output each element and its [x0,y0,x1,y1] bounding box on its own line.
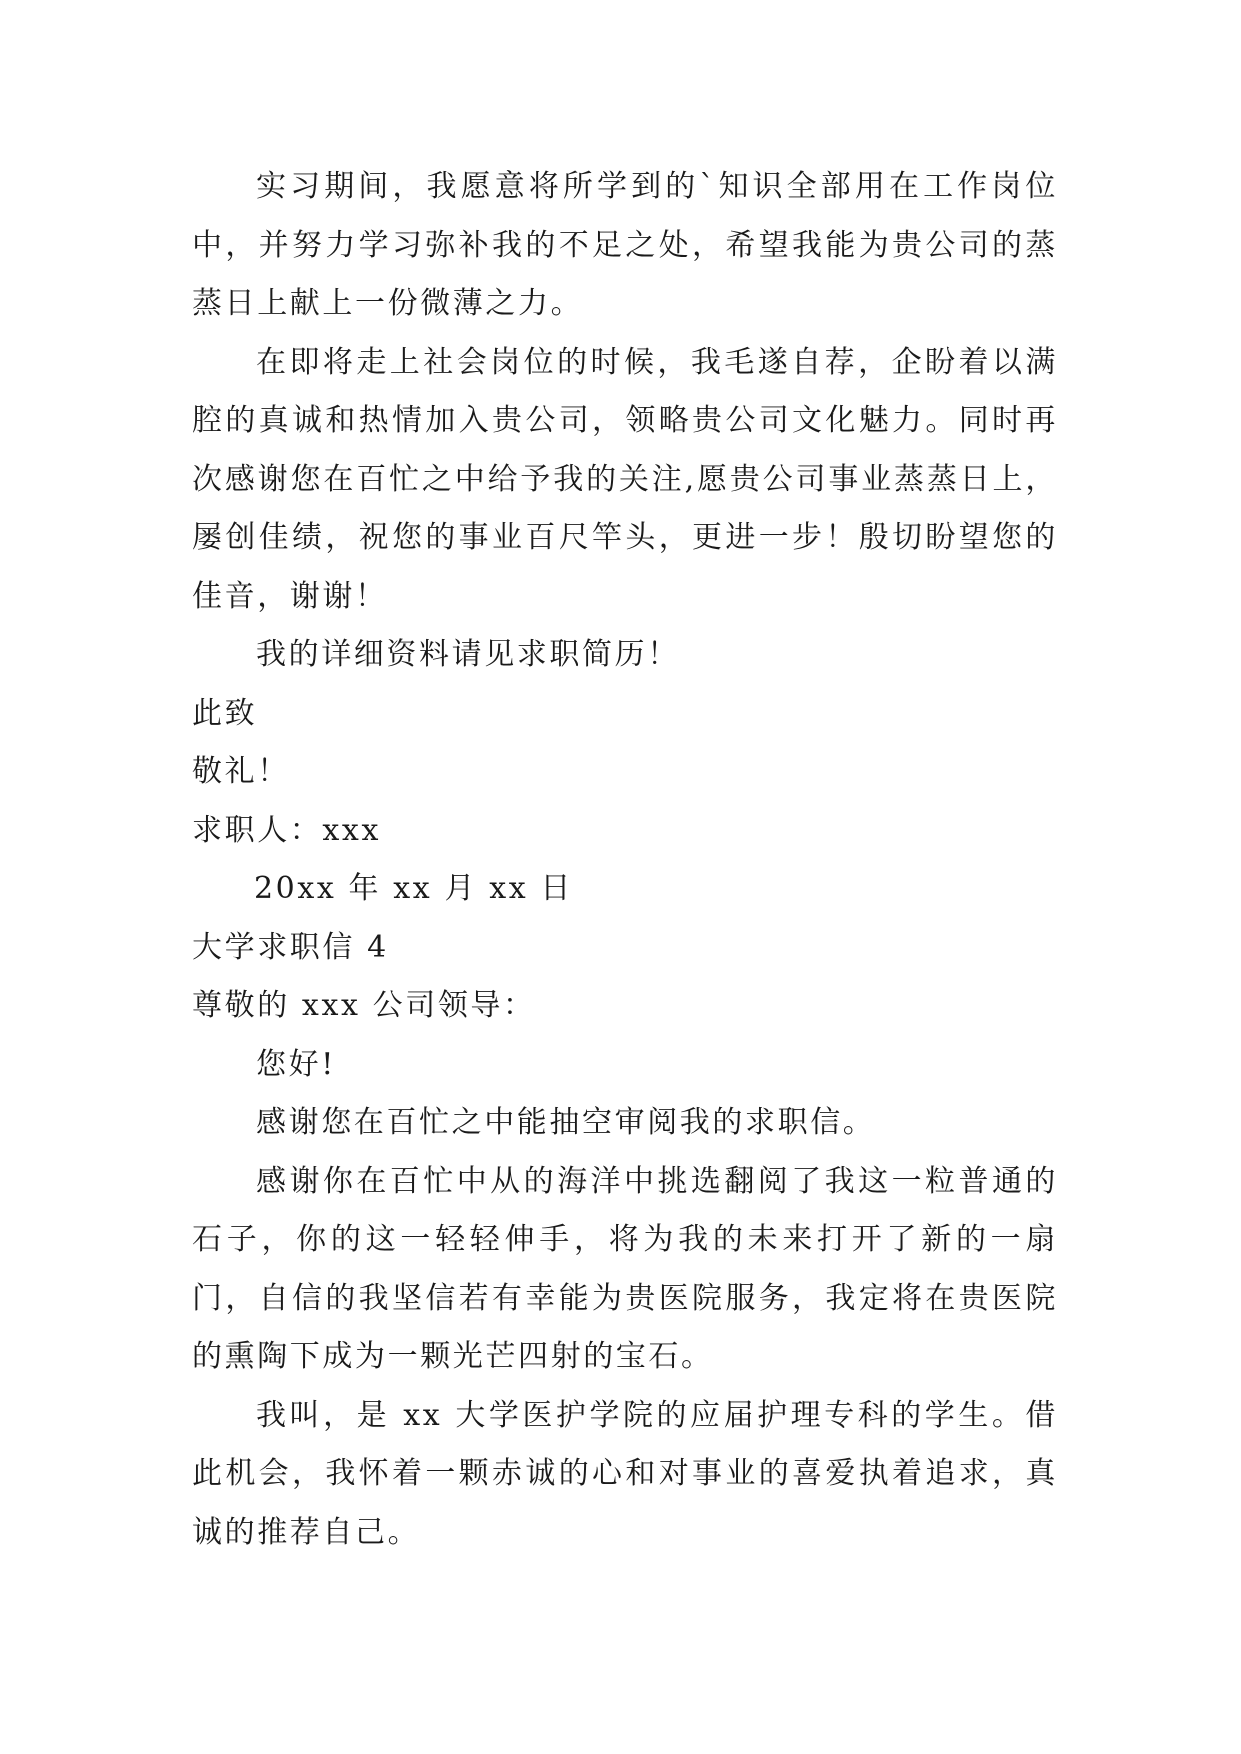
letter-body [192,158,1058,1562]
letter-date: 20xx 年 xx 月 xx 日 [254,871,573,906]
paragraph-self-recommendation: 在即将走上社会岗位的时候，我毛遂自荐，企盼着以满腔的真诚和热情加入贵公司，领略贵公司文化魅力。同时再次感谢您在百忙之中给予我的关注,愿贵公司事业蒸蒸日上，屡创佳绩，祝您的事业百尺竿头，更进一步！殷切盼望您的佳音，谢谢！ [192,344,1058,614]
paragraph-thanks: 感谢您在百忙之中能抽空审阅我的求职信。 [256,1105,876,1140]
closing-salutation: 此致 [192,695,258,731]
paragraph-internship: 实习期间，我愿意将所学到的`知识全部用在工作岗位中，并努力学习弥补我的不足之处，希望我能为贵公司的蒸蒸日上献上一份微薄之力。 [192,169,1058,321]
letter-salutation: 尊敬的 xxx 公司领导： [192,988,536,1023]
applicant-signature: 求职人：xxx [192,812,381,848]
closing-respect: 敬礼！ [192,754,290,789]
paragraph-introduction: 感谢你在百忙中从的海洋中挑选翻阅了我这一粒普通的石子，你的这一轻轻伸手，将为我的未来打开了新的一扇门，自信的我坚信若有幸能为贵医院服务，我定将在贵医院的熏陶下成为一颗光芒四射的宝石。 [192,1163,1058,1374]
paragraph-resume-reference: 我的详细资料请见求职简历！ [256,637,680,672]
paragraph-self-description: 我叫，是 xx 大学医护学院的应届护理专科的学生。借此机会，我怀着一颗赤诚的心和对事业的喜爱执着追求，真诚的推荐自己。 [192,1397,1058,1550]
section-heading: 大学求职信 4 [192,929,389,965]
greeting: 您好! [256,1046,336,1082]
